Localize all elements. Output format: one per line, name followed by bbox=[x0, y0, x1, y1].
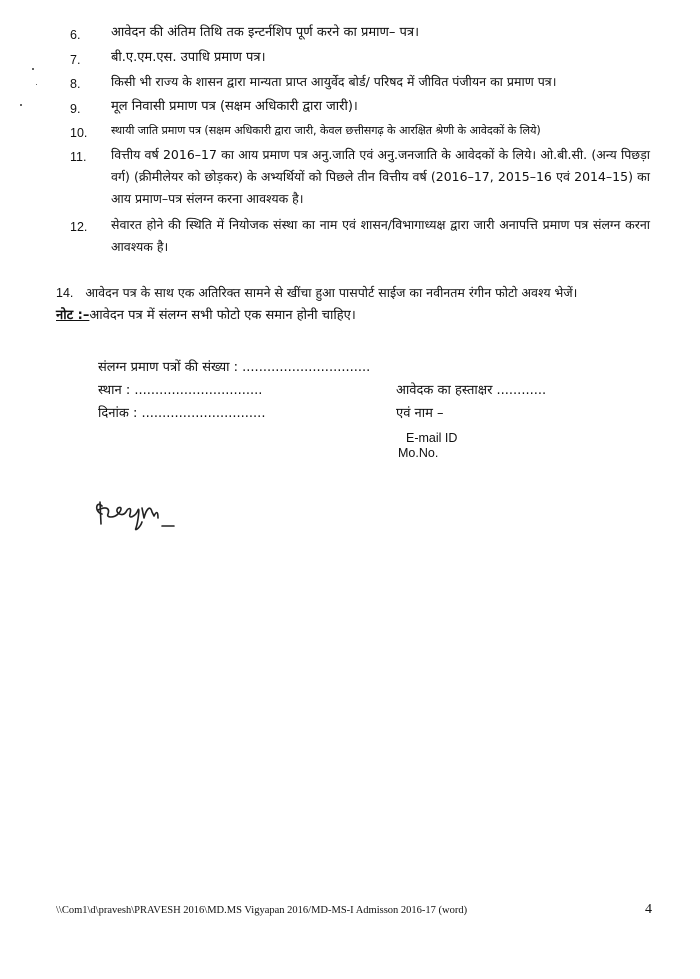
item-text: मूल निवासी प्रमाण पत्र (सक्षम अधिकारी द्वारा जारी)। bbox=[111, 99, 358, 114]
mobile-field: Mo.No. bbox=[398, 446, 439, 460]
list-item-7 bbox=[70, 47, 650, 69]
list-item-6 bbox=[70, 22, 650, 44]
place-field: स्थान : ............................... bbox=[98, 383, 263, 398]
list-item-11 bbox=[70, 144, 650, 210]
item-text: आवेदन पत्र के साथ एक अतिरिक्त सामने से खींचा हुआ पासपोर्ट साईज का नवीनतम रंगीन फोटो अवश्य भेजें। bbox=[85, 285, 578, 300]
list-item-12 bbox=[70, 214, 650, 258]
item-text: सेवारत होने की स्थिति में नियोजक संस्था का नाम एवं शासन/विभागाध्यक्ष द्वारा जारी अनापत्ति प्रमाण पत्र संलग्न करना आवश्यक है। bbox=[111, 217, 650, 254]
item-text: आवेदन की अंतिम तिथि तक इन्टर्नशिप पूर्ण करने का प्रमाण– पत्र। bbox=[111, 25, 420, 40]
item-number: 9. bbox=[70, 102, 81, 116]
handwritten-signature bbox=[92, 488, 182, 538]
item-number: 6. bbox=[70, 28, 81, 42]
footer-file-path: \\Com1\d\pravesh\PRAVESH 2016\MD.MS Vigyapan 2016/MD-MS-I Admisson 2016-17 (word) bbox=[56, 905, 468, 916]
item-text: किसी भी राज्य के शासन द्वारा मान्यता प्राप्त आयुर्वेद बोर्ड/ परिषद में जीवित पंजीयन का प्रमाण पत्र। bbox=[111, 74, 557, 89]
list-item-9 bbox=[70, 96, 650, 118]
date-field: दिनांक : .............................. bbox=[98, 406, 266, 421]
item-number: 14. bbox=[56, 286, 74, 300]
note bbox=[56, 305, 356, 327]
attached-count-field: संलग्न प्रमाण पत्रों की संख्या : ............................... bbox=[98, 360, 371, 375]
item-text: बी.ए.एम.एस. उपाधि प्रमाण पत्र। bbox=[111, 50, 266, 65]
item-number: 12. bbox=[70, 220, 88, 234]
list-item-14 bbox=[56, 282, 656, 305]
item-number: 8. bbox=[70, 77, 81, 91]
item-text: वित्तीय वर्ष 2016–17 का आय प्रमाण पत्र अनु.जाति एवं अनु.जनजाति के आवेदकों के लिये। ओ.बी.सी. (अन्य पिछड़ा वर्ग) (क्रीमीलेयर को छोड़कर) के अभ्यर्थियों को पिछले तीन वित्तीय वर्ष (2016–17, 2015–16 एवं 2014–15) का आय प्रमाण–पत्र संलग्न करना आवश्यक है। bbox=[111, 147, 650, 206]
item-number: 10. bbox=[70, 126, 88, 140]
applicant-signature-field: आवेदक का हस्ताक्षर ............ bbox=[396, 383, 547, 398]
item-text: स्थायी जाति प्रमाण पत्र (सक्षम अधिकारी द्वारा जारी, केवल छत्तीसगढ़ के आरक्षित श्रेणी के आवेदकों के लिये) bbox=[111, 124, 541, 137]
note-label: नोट :– bbox=[56, 308, 90, 323]
margin-speck bbox=[36, 84, 37, 85]
list-item-10 bbox=[70, 120, 650, 142]
name-field: एवं नाम – bbox=[396, 406, 444, 421]
note-text: आवेदन पत्र में संलग्न सभी फोटो एक समान होनी चाहिए। bbox=[89, 308, 356, 323]
margin-speck bbox=[20, 104, 22, 106]
margin-speck bbox=[32, 68, 34, 70]
item-number: 7. bbox=[70, 53, 81, 67]
list-item-8 bbox=[70, 71, 650, 93]
email-field: E-mail ID bbox=[406, 431, 458, 445]
page-number: 4 bbox=[645, 902, 652, 917]
item-number: 11. bbox=[70, 150, 87, 164]
